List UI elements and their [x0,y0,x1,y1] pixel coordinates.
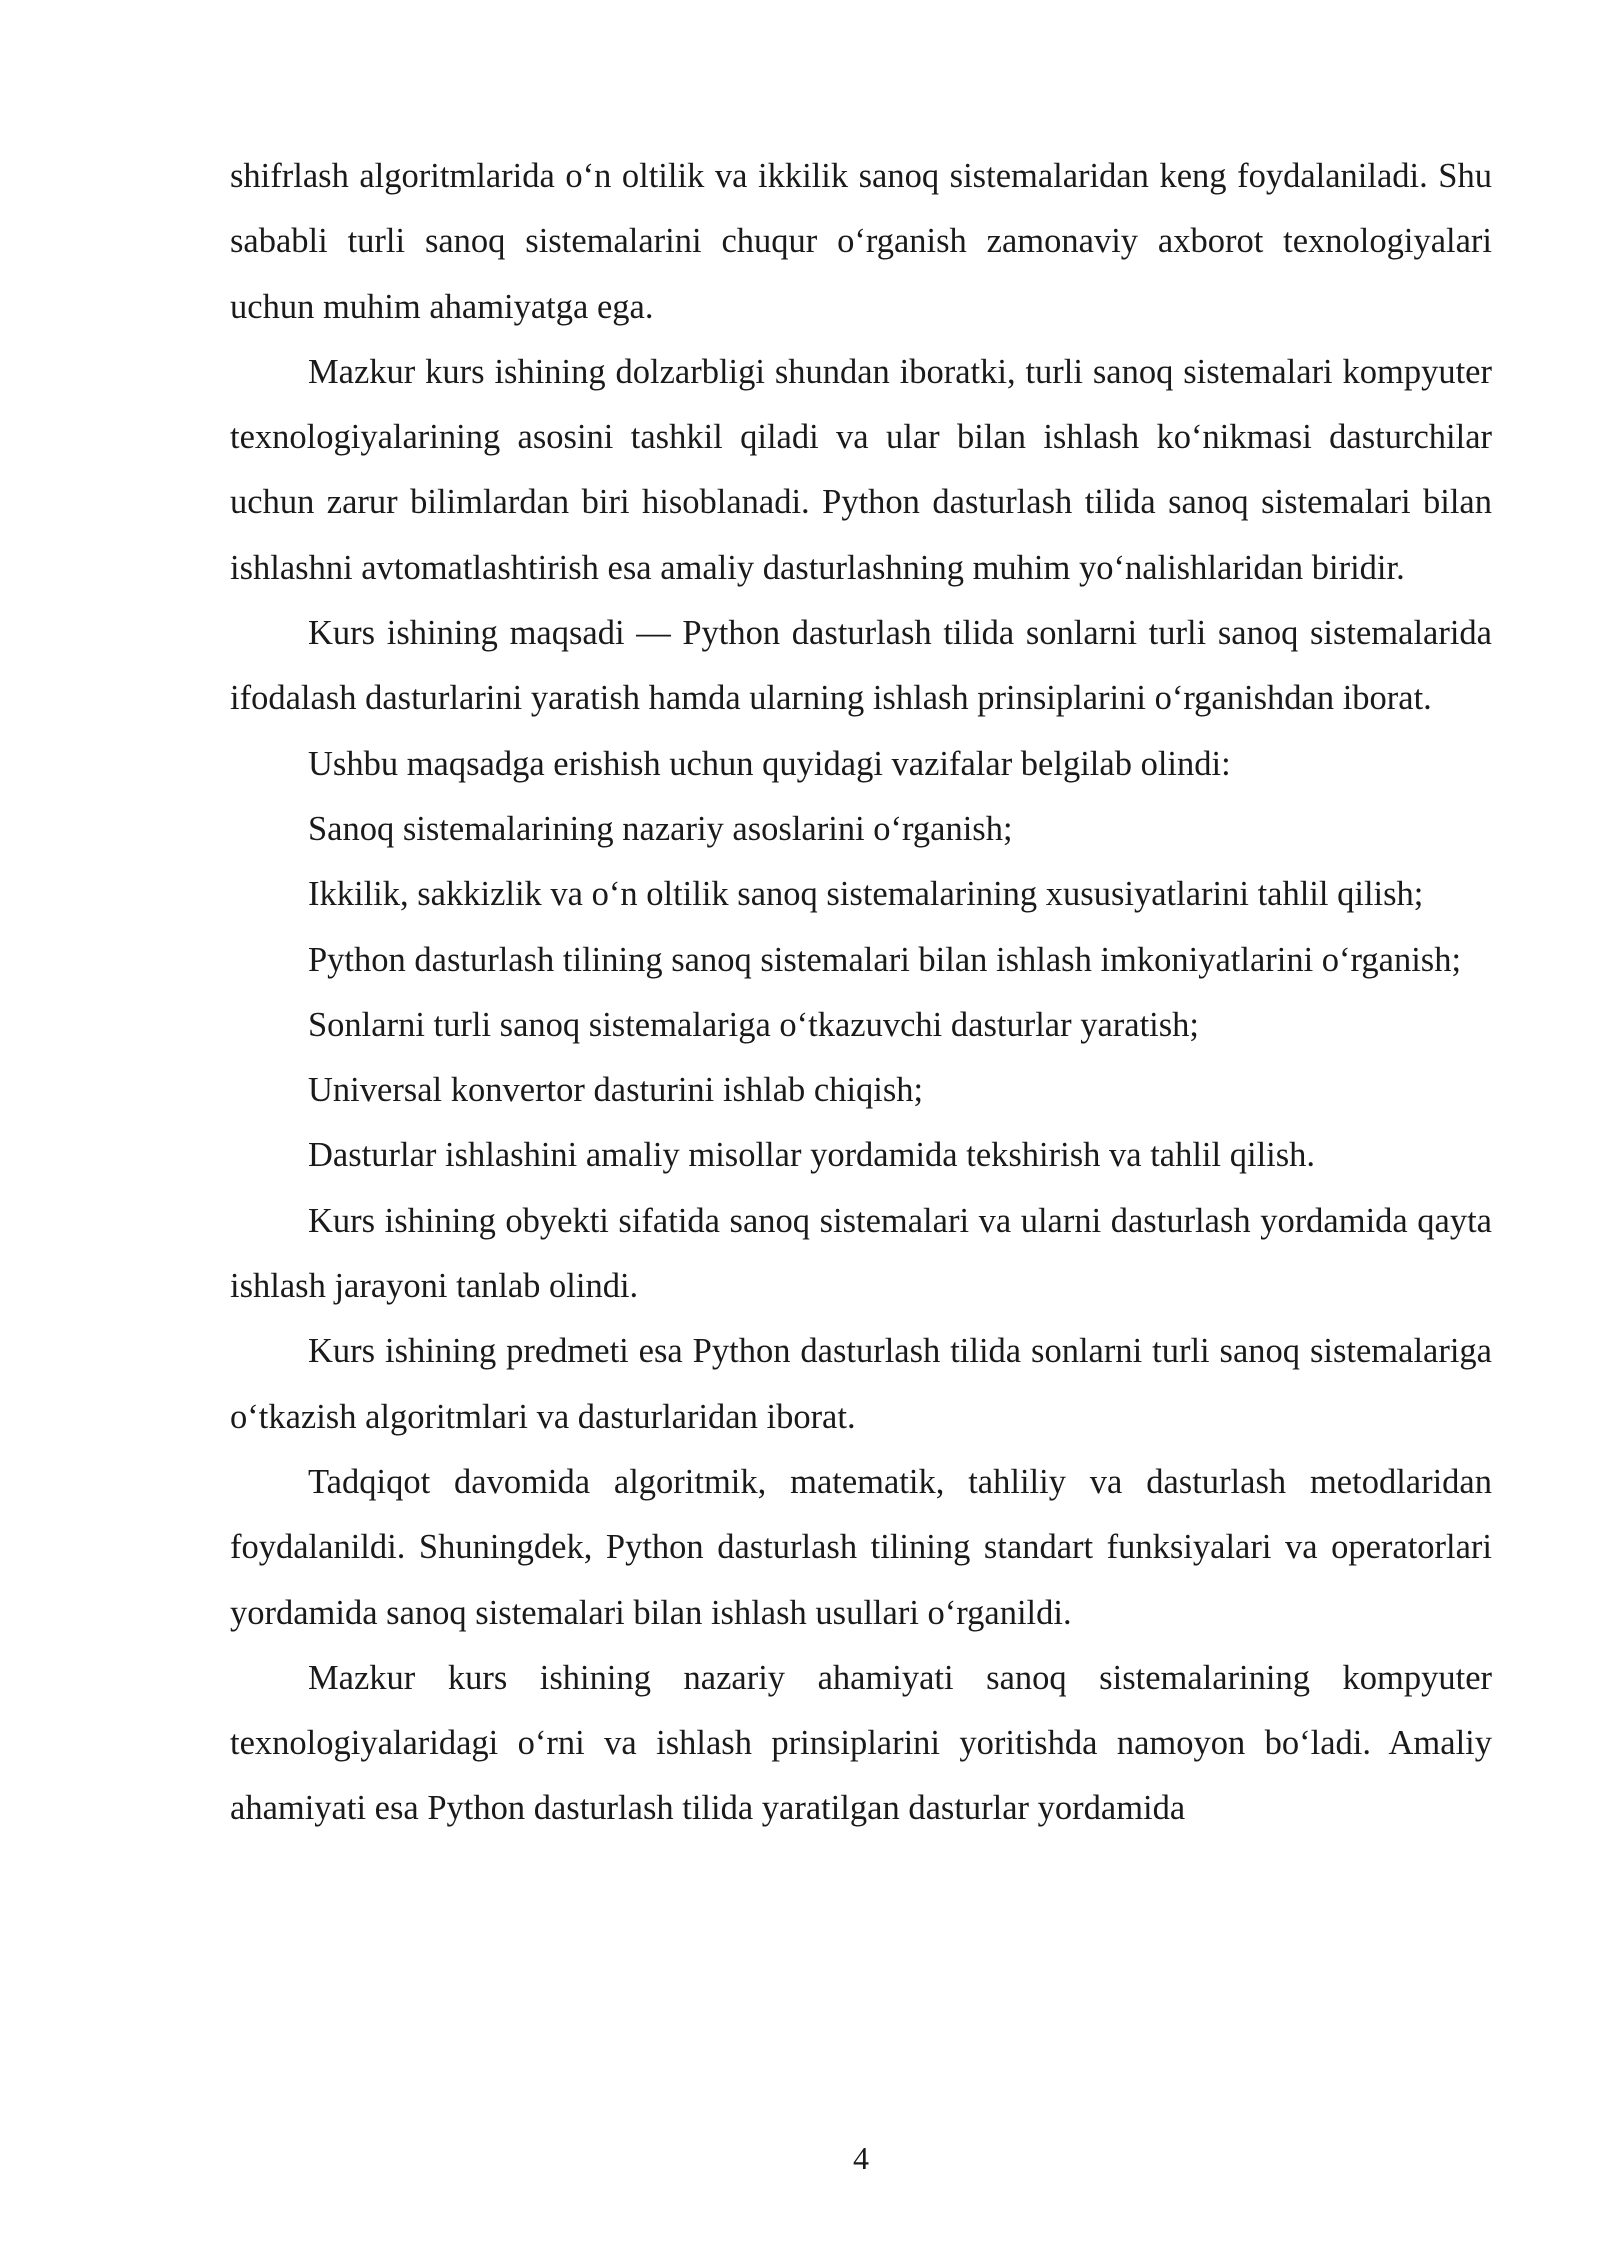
paragraph-continuation: shifrlash algoritmlarida o‘n oltilik va ikkilik sanoq sistemalaridan keng foydalaniladi. Shu sababli turli sanoq sistemalarini chuqur o‘rganish zamonaviy axborot texnologiyalari uchun muhim ahamiyatga ega. [230,157,1492,326]
paragraph-object: Kurs ishining obyekti sifatida sanoq sistemalari va ularni dasturlash yordamida qayta ishlash jarayoni tanlab olindi. [230,1201,1492,1306]
paragraph-subject: Kurs ishining predmeti esa Python dasturlash tilida sonlarni turli sanoq sistemalariga o‘tkazish algoritmlari va dasturlaridan iborat. [230,1332,1492,1436]
paragraph-tasks-intro: Ushbu maqsadga erishish uchun quyidagi vazifalar belgilab olindi: [308,744,1231,783]
task-item: Dasturlar ishlashini amaliy misollar yordamida tekshirish va tahlil qilish. [308,1136,1316,1175]
paragraph-methods: Tadqiqot davomida algoritmik, matematik, tahliliy va dasturlash metodlaridan foydalanildi. Shuningdek, Python dasturlash tilining standart funksiyalari va operatorlari yordamida sanoq sistemalari bilan ishlash usullari o‘rganildi. [230,1462,1492,1632]
task-item: Sanoq sistemalarining nazariy asoslarini o‘rganish; [308,809,1013,848]
task-item: Universal konvertor dasturini ishlab chiqish; [308,1071,924,1110]
task-item: Python dasturlash tilining sanoq sistemalari bilan ishlash imkoniyatlarini o‘rganish; [308,940,1462,979]
body-text [230,144,1492,1842]
page-number: 4 [853,2140,869,2176]
paragraph-significance: Mazkur kurs ishining nazariy ahamiyati sanoq sistemalarining kompyuter texnologiyalaridagi o‘rni va ishlash prinsiplarini yoritishda namoyon bo‘ladi. Amaliy ahamiyati esa Python dasturlash tilida yaratilgan dasturlar yordamida [230,1658,1492,1828]
task-item: Sonlarni turli sanoq sistemalariga o‘tkazuvchi dasturlar yaratish; [308,1005,1200,1044]
paragraph-goal: Kurs ishining maqsadi — Python dasturlash tilida sonlarni turli sanoq sistemalarida ifodalash dasturlarini yaratish hamda ularning ishlash prinsiplarini o‘rganishdan iborat. [230,614,1492,718]
task-item: Ikkilik, sakkizlik va o‘n oltilik sanoq sistemalarining xususiyatlarini tahlil qilish; [308,875,1424,914]
paragraph-relevance: Mazkur kurs ishining dolzarbligi shundan iboratki, turli sanoq sistemalari kompyuter texnologiyalarining asosini tashkil qiladi va ular bilan ishlash ko‘nikmasi dasturchilar uchun zarur bilimlardan biri hisoblanadi. Python dasturlash tilida sanoq sistemalari bilan ishlashni avtomatlashtirish esa amaliy dasturlashning muhim yo‘nalishlaridan biridir. [230,352,1492,587]
